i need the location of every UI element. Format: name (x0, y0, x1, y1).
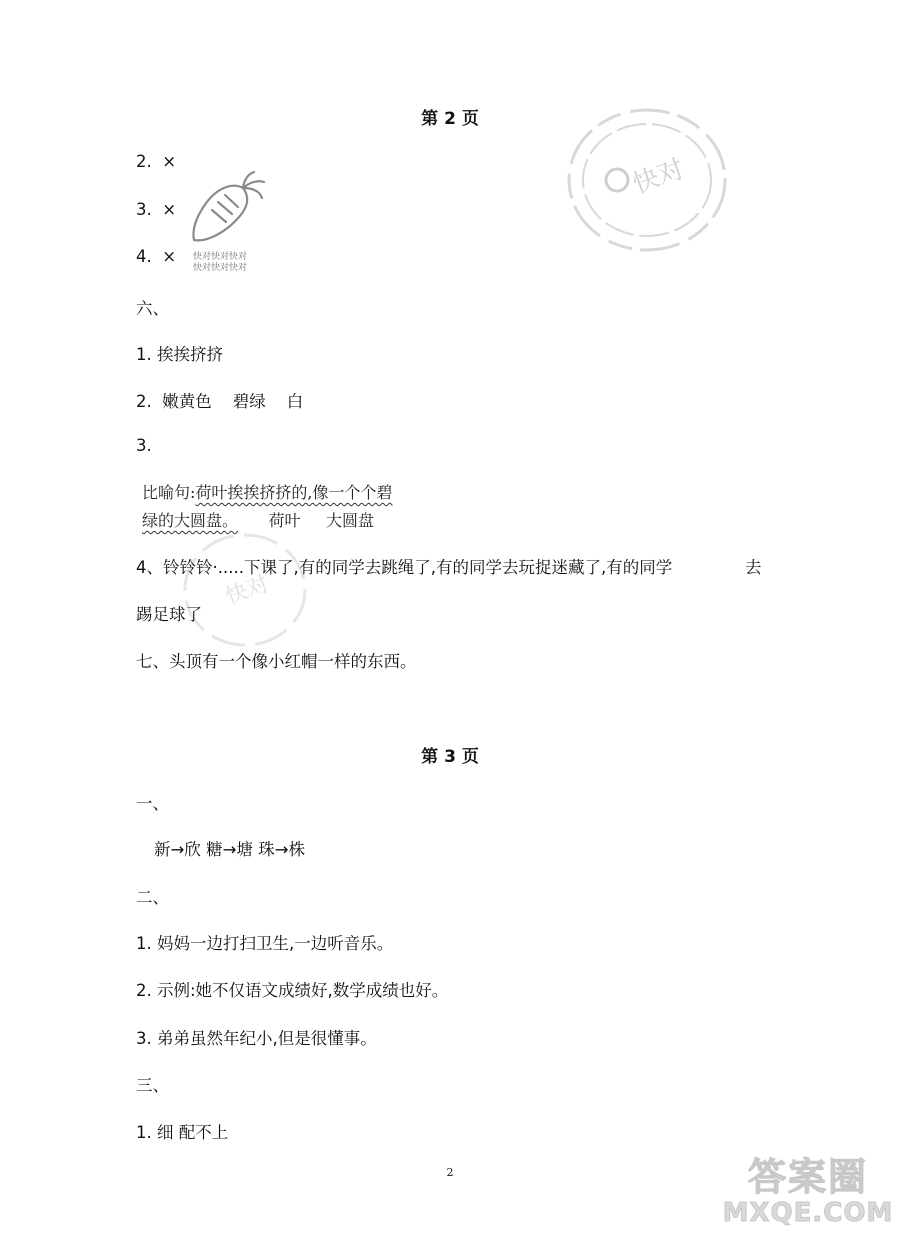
answer-line: 新→欣 糖→塘 珠→株 (154, 840, 305, 859)
cross-mark: × (162, 247, 177, 266)
answer-line-3 (136, 200, 176, 219)
answer-line: 1. 妈妈一边打扫卫生,一边听音乐。 (136, 934, 394, 953)
page-heading: 第 2 页 (421, 109, 479, 129)
item-number: 3. (136, 200, 152, 219)
svg-text:快对: 快对 (222, 571, 273, 610)
section-label: 六、 (136, 299, 169, 318)
cross-mark: × (162, 200, 177, 219)
section-label: 二、 (136, 888, 169, 907)
section-label: 一、 (136, 794, 169, 813)
kuaidui-small-watermark: 快对快对快对 快对快对快对 (193, 252, 248, 273)
section-label: 三、 (136, 1076, 169, 1095)
answer-line-4 (136, 247, 176, 266)
answer-line: 踢足球了 (136, 605, 202, 624)
mxqe-corner-watermark: 答案圈 MXQE.COM (722, 1155, 894, 1228)
answer-line: 2. 示例:她不仅语文成绩好,数学成绩也好。 (136, 981, 449, 1000)
page-number: 2 (446, 1166, 454, 1179)
answer-line-end: 去 (745, 558, 762, 577)
item-number: 2. (136, 152, 152, 171)
page-heading: 第 3 页 (421, 747, 479, 767)
cross-mark: × (162, 152, 177, 171)
svg-text:快对: 快对 (629, 153, 689, 200)
answer-line: 1. 挨挨挤挤 (136, 345, 223, 364)
carrot-logo-icon (188, 168, 268, 250)
answer-line: 3. (136, 436, 152, 455)
item-number: 4. (136, 247, 152, 266)
answer-line: 1. 细 配不上 (136, 1123, 229, 1142)
answer-line: 七、头顶有一个像小红帽一样的东西。 (136, 652, 417, 671)
answer-line: 2. 嫩黄色 碧绿 白 (136, 392, 304, 411)
answer-line: 3. 弟弟虽然年纪小,但是很懂事。 (136, 1029, 377, 1048)
scanned-answer-line-2: 绿的大圆盘。 荷叶 大圆盘 (142, 511, 374, 530)
kuaidui-stamp-watermark-faint (175, 520, 315, 660)
answer-line-2 (136, 152, 176, 171)
answer-line: 4、铃铃铃·.....下课了,有的同学去跳绳了,有的同学去玩捉迷藏了,有的同学 (136, 558, 673, 577)
scanned-answer-line-1: 比喻句:荷叶挨挨挤挤的,像一个个碧 (142, 483, 393, 502)
kuaidui-stamp-watermark (555, 92, 735, 267)
